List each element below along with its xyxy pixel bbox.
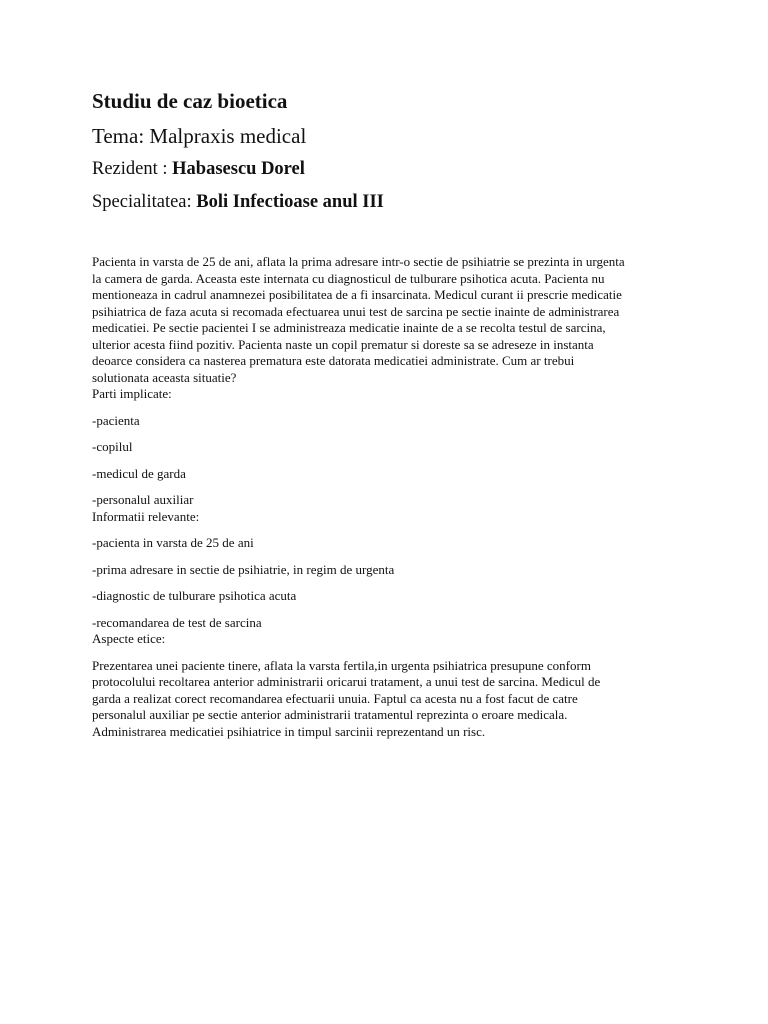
specialty-label: Specialitatea: [92, 192, 197, 212]
case-line: mentioneaza in cadrul anamnezei posibilitatea de a fi insarcinata. Medicul curant ii prescrie medicatie [92, 287, 622, 302]
ethics-line: Administrarea medicatiei psihiatrice in timpul sarcinii reprezentand un risc. [92, 723, 486, 739]
ethics-line: Prezentarea unei paciente tinere, aflata la varsta fertila,in urgenta psihiatrica presupune conform [92, 657, 591, 673]
case-line: psihiatrica de faza acuta si recomada efectuarea unui test de sarcina pe sectie inainte de administrarea [92, 303, 620, 319]
ethics-line: protocolului recoltarea anterior administrarii oricarui tratament, a unui test de sarcina. Medicul de [92, 674, 601, 689]
list-item: -diagnostic de tulburare psihotica acuta [92, 588, 297, 603]
case-line: la camera de garda. Aceasta este internata cu diagnosticul de tulburare psihotica acuta. Pacienta nu [92, 270, 605, 286]
list-item: -medicul de garda [92, 465, 186, 481]
info-list [92, 535, 680, 631]
resident-label: Rezident : [92, 159, 173, 179]
ethics-heading: Aspecte etice: [92, 631, 166, 646]
case-line: ulterior acesta fiind pozitiv. Pacienta naste un copil prematur si doreste sa se adreseze in instanta [92, 336, 594, 352]
list-item: -prima adresare in sectie de psihiatrie, in regim de urgenta [92, 561, 395, 577]
list-item: -personalul auxiliar [92, 492, 194, 507]
info-heading: Informatii relevante: [92, 508, 200, 524]
resident-name: Habasescu Dorel [172, 159, 305, 179]
case-line: deoarce considera ca nasterea prematura este datorata medicatiei administrate. Cum ar trebui [92, 353, 575, 368]
parties-heading: Parti implicate: [92, 386, 172, 401]
document-body [92, 88, 680, 740]
list-item: -pacienta [92, 412, 140, 428]
document-theme: Tema: Malpraxis medical [92, 124, 307, 148]
list-item: -recomandarea de test de sarcina [92, 614, 262, 630]
list-item: -pacienta in varsta de 25 de ani [92, 535, 254, 550]
case-line: solutionata aceasta situatie? [92, 369, 237, 385]
ethics-paragraph [92, 658, 680, 741]
list-item: -copilul [92, 439, 133, 454]
specialty-value: Boli Infectioase anul III [196, 192, 384, 212]
specialty-line [92, 190, 680, 214]
ethics-line: personalul auxiliar pe sectie anterior administrarii tratamentul reprezinta o eroare medicala. [92, 707, 568, 722]
document-title: Studiu de caz bioetica [92, 89, 288, 113]
parties-list [92, 413, 680, 509]
case-line: medicatiei. Pe sectie pacientei I se administreaza medicatie inainte de a se recolta testul de sarcina, [92, 320, 606, 335]
resident-line [92, 157, 680, 181]
case-line: Pacienta in varsta de 25 de ani, aflata la prima adresare intr-o sectie de psihiatrie se prezinta in urgenta [92, 254, 625, 269]
case-description [92, 254, 680, 386]
ethics-line: garda a realizat corect recomandarea efectuarii unuia. Faptul ca acesta nu a fost facut de catre [92, 690, 578, 706]
